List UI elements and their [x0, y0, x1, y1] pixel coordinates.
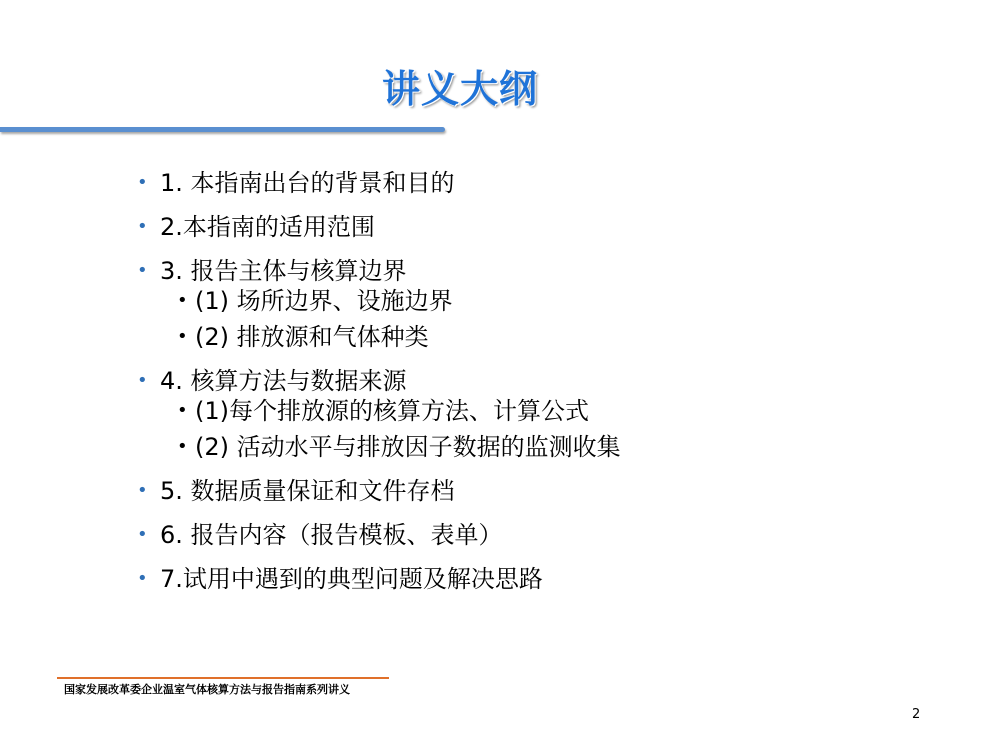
bullet-icon: •: [177, 436, 188, 457]
outline-subitem-3-2: [137, 322, 897, 352]
outline-item-6: [137, 520, 897, 550]
outline-item-1: [137, 168, 897, 198]
outline-subitem-label: (1) 场所边界、设施边界: [195, 287, 453, 315]
page-number: 2: [912, 707, 921, 722]
outline-subitem-label: (2) 活动水平与排放因子数据的监测收集: [195, 433, 621, 461]
outline-subitem-label: (1)每个排放源的核算方法、计算公式: [195, 397, 589, 425]
footer-text: 国家发展改革委企业温室气体核算方法与报告指南系列讲义: [64, 683, 350, 696]
outline-item-label: 7.试用中遇到的典型问题及解决思路: [160, 565, 543, 593]
outline-item-2: [137, 212, 897, 242]
outline-item-4: [137, 366, 897, 396]
bullet-icon: •: [137, 524, 148, 545]
slide-title: 讲义大纲: [381, 67, 538, 111]
outline-item-label: 5. 数据质量保证和文件存档: [160, 477, 455, 505]
footer-divider: [57, 677, 389, 679]
bullet-icon: •: [137, 172, 148, 193]
outline-subitem-4-2: [137, 432, 897, 462]
bullet-icon: •: [177, 290, 188, 311]
outline-item-3: [137, 256, 897, 286]
outline-item-label: 6. 报告内容（报告模板、表单）: [160, 521, 503, 549]
bullet-icon: •: [137, 260, 148, 281]
bullet-icon: •: [177, 326, 188, 347]
outline-item-label: 4. 核算方法与数据来源: [160, 367, 407, 395]
outline-item-5: [137, 476, 897, 506]
bullet-icon: •: [177, 400, 188, 421]
bullet-icon: •: [137, 370, 148, 391]
outline-subitem-3-1: [137, 286, 897, 316]
outline-item-label: 1. 本指南出台的背景和目的: [160, 169, 455, 197]
bullet-icon: •: [137, 480, 148, 501]
outline-item-label: 3. 报告主体与核算边界: [160, 257, 407, 285]
bullet-icon: •: [137, 216, 148, 237]
outline-list: [137, 168, 897, 594]
title-underline: [0, 127, 445, 132]
outline-item-label: 2.本指南的适用范围: [160, 213, 375, 241]
outline-item-7: [137, 564, 897, 594]
outline-subitem-4-1: [137, 396, 897, 426]
bullet-icon: •: [137, 568, 148, 589]
outline-subitem-label: (2) 排放源和气体种类: [195, 323, 429, 351]
